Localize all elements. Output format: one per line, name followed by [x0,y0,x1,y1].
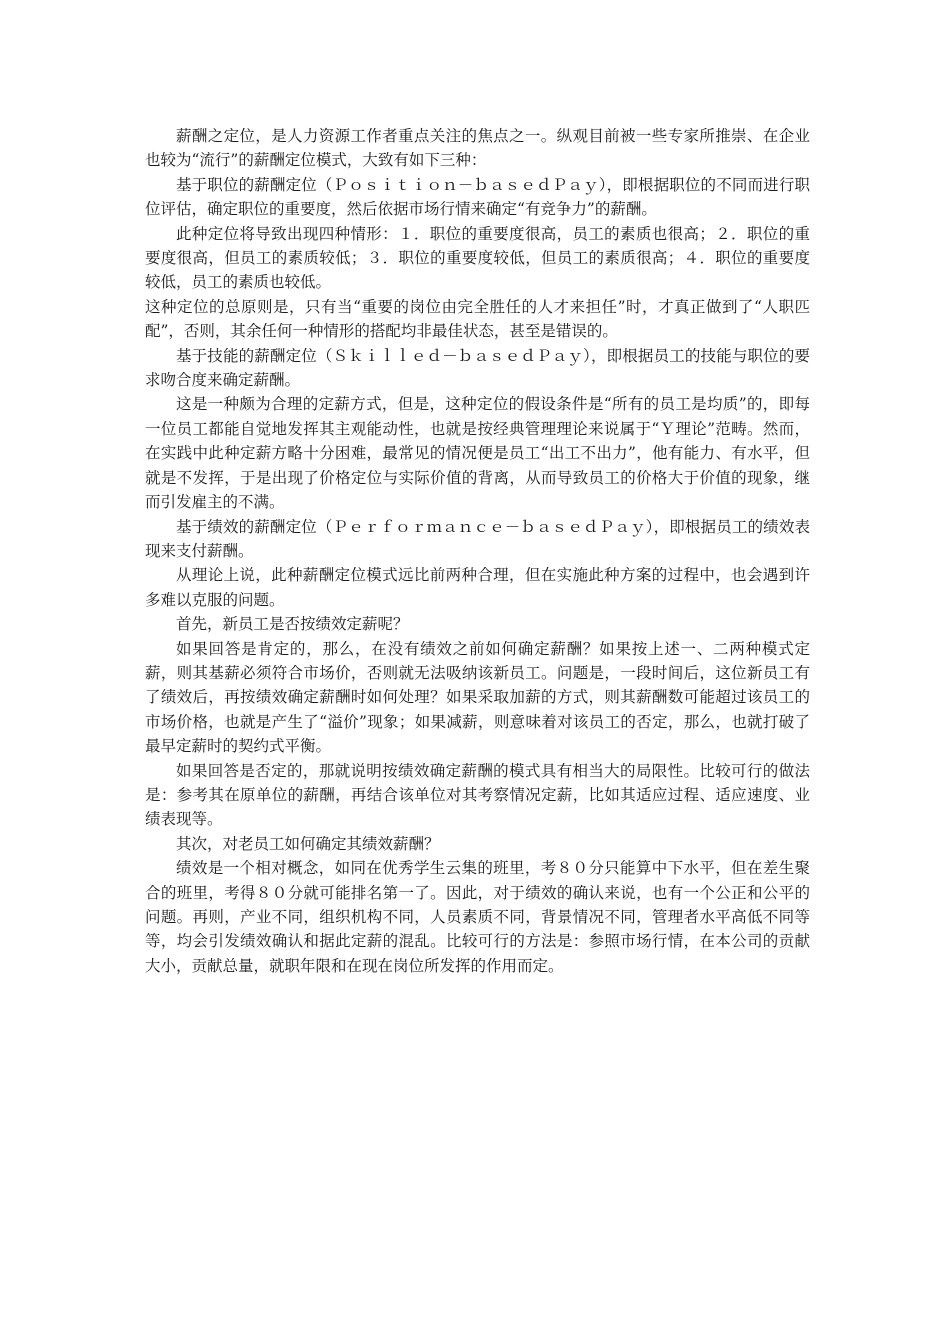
paragraph-second-question: 其次，对老员工如何确定其绩效薪酬？ [176,834,440,853]
paragraph-if-no: 如果回答是否定的，那就说明按绩效确定薪酬的模式具有相当大的局限性。比较可行的做法是：参考其在原单位的薪酬，再结合该单位对其考察情况定薪，比如其适应过程、适应速度、业绩表现等。 [145,761,810,829]
paragraph-performance-theory: 从理论上说，此种薪酬定位模式远比前两种合理，但在实施此种方案的过程中，也会遇到许多难以克服的问题。 [145,566,810,609]
paragraph-skill-based-pay: 基于技能的薪酬定位（Ｓｋｉｌｌｅｄ－ｂａｓｅｄＰａｙ），即根据员工的技能与职位的要求吻合度来确定薪酬。 [145,346,810,390]
paragraph-if-yes: 如果回答是肯定的，那么，在没有绩效之前如何确定薪酬？如果按上述一、二两种模式定薪，则其基薪必须符合市场价，否则就无法吸纳该新员工。问题是，一段时间后，这位新员工有了绩效后，再按绩效确定薪酬时如何处理？如果采取加薪的方式，则其薪酬数可能超过该员工的市场价格，也就是产生了“溢价”现象；如果减薪，则意味着对该员工的否定，那么，也就打破了最早定薪时的契约式平衡。 [145,639,810,756]
paragraph-position-based-pay: 基于职位的薪酬定位（Ｐｏｓｉｔｉｏｎ－ｂａｓｅｄＰａｙ），即根据职位的不同而进行职位评估，确定职位的重要度，然后依据市场行情来确定“有竞争力”的薪酬。 [145,175,810,219]
document-body [145,124,810,978]
paragraph-relative-concept: 绩效是一个相对概念，如同在优秀学生云集的班里，考８０分只能算中下水平，但在差生聚合的班里，考得８０分就可能排名第一了。因此，对于绩效的确认来说，也有一个公正和公平的问题。再则，产业不同，组织机构不同，人员素质不同，背景情况不同，管理者水平高低不同等等，均会引发绩效确认和据此定薪的混乱。比较可行的方法是：参照市场行情，在本公司的贡献大小，贡献总量，就职年限和在现在岗位所发挥的作用而定。 [145,859,810,975]
paragraph-four-situations: 此种定位将导致出现四种情形：１．职位的重要度很高，员工的素质也很高；２．职位的重要度很高，但员工的素质较低；３．职位的重要度较低，但员工的素质很高；４．职位的重要度较低，员工的素质也较低。 [145,224,810,292]
paragraph-skill-assumption: 这是一种颇为合理的定薪方式，但是，这种定位的假设条件是“所有的员工是均质”的，即每一位员工都能自觉地发挥其主观能动性，也就是按经典管理理论来说属于“Ｙ理论”范畴。然而，在实践中此种定薪方略十分困难，最常见的情况便是员工“出工不出力”，他有能力、有水平，但就是不发挥，于是出现了价格定位与实际价值的背离，从而导致员工的价格大于价值的现象，继而引发雇主的不满。 [145,395,810,512]
paragraph-first-question: 首先，新员工是否按绩效定薪呢？ [176,615,409,634]
paragraph-performance-based-pay: 基于绩效的薪酬定位（Ｐｅｒｆｏｒｍａｎｃｅ－ｂａｓｅｄＰａｙ），即根据员工的绩效表现来支付薪酬。 [145,517,810,560]
paragraph-general-principle: 这种定位的总原则是，只有当“重要的岗位由完全胜任的人才来担任”时，才真正做到了“人职匹配”，否则，其余任何一种情形的搭配均非最佳状态，甚至是错误的。 [145,297,810,341]
paragraph-intro: 薪酬之定位，是人力资源工作者重点关注的焦点之一。纵观目前被一些专家所推崇、在企业也较为“流行”的薪酬定位模式，大致有如下三种： [145,127,810,170]
